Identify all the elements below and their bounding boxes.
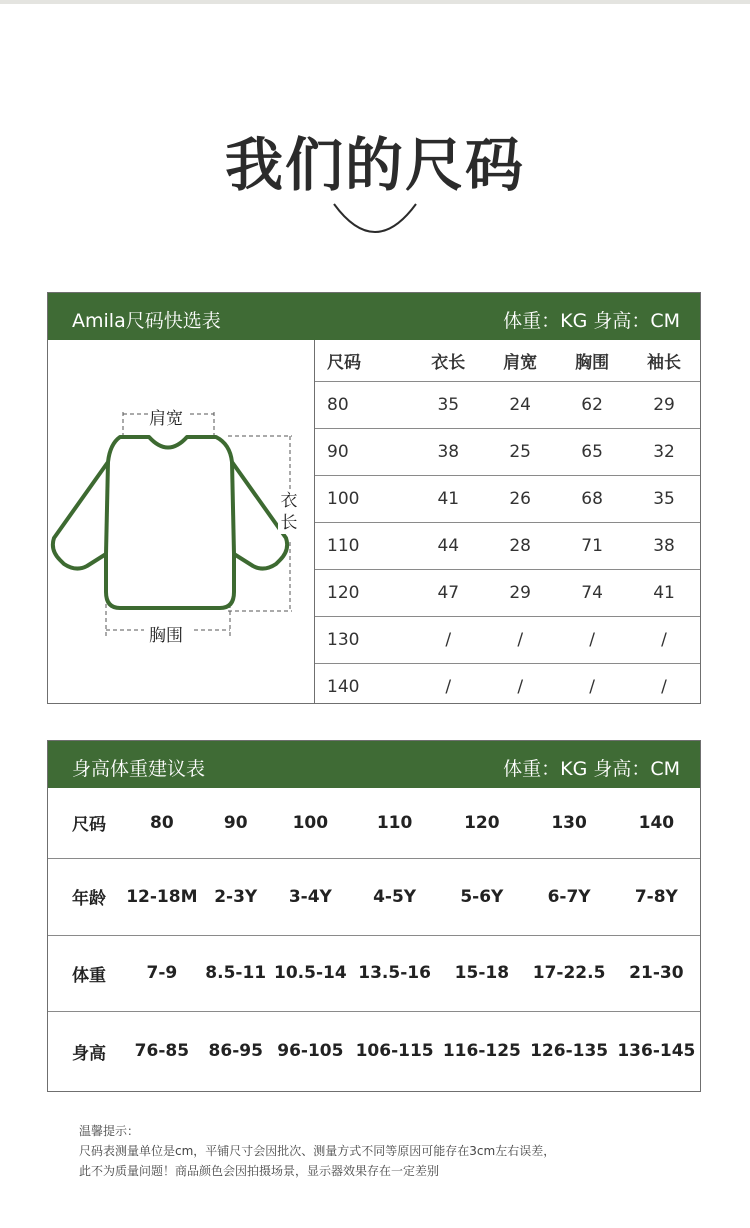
table-row	[315, 523, 700, 570]
cell: /	[517, 677, 524, 697]
top-strip	[0, 0, 750, 4]
cell: 86-95	[208, 1041, 263, 1062]
cell: 12-18M	[122, 858, 202, 935]
cell: 38	[628, 523, 700, 570]
size-table-header-row	[315, 340, 700, 382]
cell: 7-8Y	[613, 858, 700, 935]
garment-diagram	[48, 340, 315, 703]
cell: /	[484, 617, 556, 664]
cell: 90	[202, 788, 270, 858]
col-sleeve: 袖长	[628, 340, 700, 382]
cell: /	[412, 617, 484, 664]
col-size: 尺码	[315, 340, 412, 382]
recommendation-chart-title: 身高体重建议表	[72, 758, 206, 780]
size-chart	[47, 292, 701, 704]
cell: 5-6Y	[438, 858, 525, 935]
table-row	[48, 788, 700, 858]
cell: 100	[270, 788, 351, 858]
cell: 32	[628, 429, 700, 476]
cell: 4-5Y	[351, 858, 438, 935]
cell: 100	[315, 476, 412, 523]
col-chest: 胸围	[556, 340, 628, 382]
size-table	[315, 340, 700, 710]
cell: 130	[525, 788, 612, 858]
cell: 21-30	[613, 935, 700, 1011]
col-length: 衣长	[412, 340, 484, 382]
cell: 120	[315, 570, 412, 617]
notes	[79, 1121, 555, 1181]
cell: 38	[412, 429, 484, 476]
cell: 68	[556, 476, 628, 523]
row-label: 体重	[48, 935, 122, 1011]
title-arc-decoration	[330, 198, 420, 238]
shoulder-width-label: 肩宽	[149, 404, 183, 429]
garment-length-label: 衣长	[278, 490, 300, 534]
row-label: 尺码	[48, 788, 122, 858]
cell: 41	[628, 570, 700, 617]
size-chart-units: 体重：KG 身高：CM	[503, 310, 680, 332]
cell: 126-135	[530, 1041, 609, 1062]
cell: 62	[556, 382, 628, 429]
cell: 120	[438, 788, 525, 858]
cell: 10.5-14	[270, 935, 351, 1011]
cell: /	[589, 677, 595, 697]
recommendation-chart-header	[48, 741, 700, 788]
table-row	[315, 382, 700, 429]
recommendation-chart-units: 体重：KG 身高：CM	[503, 758, 680, 780]
cell: 80	[315, 382, 412, 429]
cell: 90	[315, 429, 412, 476]
table-row	[48, 935, 700, 1011]
cell: 24	[484, 382, 556, 429]
cell: 44	[412, 523, 484, 570]
cell: 2-3Y	[202, 858, 270, 935]
cell: 140	[613, 788, 700, 858]
cell: 71	[556, 523, 628, 570]
notes-line-1: 尺码表测量单位是cm，平铺尺寸会因批次、测量方式不同等原因可能存在3cm左右误差，	[79, 1144, 556, 1158]
table-row	[48, 858, 700, 935]
cell: 6-7Y	[525, 858, 612, 935]
cell: 140	[327, 677, 360, 697]
cell: 106-115	[355, 1041, 434, 1062]
table-row	[315, 476, 700, 523]
cell: 41	[412, 476, 484, 523]
cell: 110	[351, 788, 438, 858]
cell: 17-22.5	[525, 935, 612, 1011]
cell: /	[661, 677, 667, 697]
cell: 76-85	[134, 1041, 190, 1062]
row-label: 年龄	[48, 858, 122, 935]
chest-label: 胸围	[149, 621, 183, 646]
cell: 96-105	[277, 1041, 344, 1062]
cell: 65	[556, 429, 628, 476]
recommendation-chart	[47, 740, 701, 1092]
size-chart-title: Amila尺码快选表	[72, 310, 221, 332]
cell: 74	[556, 570, 628, 617]
cell: 15-18	[438, 935, 525, 1011]
cell: 136-145	[617, 1041, 696, 1062]
cell: /	[628, 617, 700, 664]
cell: /	[445, 677, 452, 697]
cell: 8.5-11	[202, 935, 270, 1011]
garment-illustration	[48, 340, 314, 703]
table-row	[48, 1011, 700, 1091]
cell: 35	[628, 476, 700, 523]
page-title: 我们的尺码	[224, 131, 525, 199]
row-label: 身高	[72, 1043, 106, 1064]
cell: 26	[484, 476, 556, 523]
recommendation-table	[48, 788, 700, 1091]
table-row	[315, 570, 700, 617]
cell: 13.5-16	[351, 935, 438, 1011]
cell: 29	[484, 570, 556, 617]
table-row	[315, 617, 700, 664]
cell: /	[556, 617, 628, 664]
cell: 7-9	[122, 935, 202, 1011]
cell: 29	[628, 382, 700, 429]
cell: 25	[484, 429, 556, 476]
notes-heading: 温馨提示：	[79, 1124, 140, 1138]
notes-line-2: 此不为质量问题！商品颜色会因拍摄场景，显示器效果存在一定差别	[79, 1164, 440, 1178]
cell: 47	[412, 570, 484, 617]
cell: 116-125	[442, 1041, 521, 1062]
garment-outline	[53, 437, 287, 608]
col-shoulder: 肩宽	[484, 340, 556, 382]
cell: 35	[412, 382, 484, 429]
cell: 28	[484, 523, 556, 570]
size-chart-header	[48, 293, 700, 340]
cell: 130	[315, 617, 412, 664]
cell: 3-4Y	[270, 858, 351, 935]
cell: 110	[315, 523, 412, 570]
table-row	[315, 664, 700, 711]
table-row	[315, 429, 700, 476]
cell: 80	[122, 788, 202, 858]
